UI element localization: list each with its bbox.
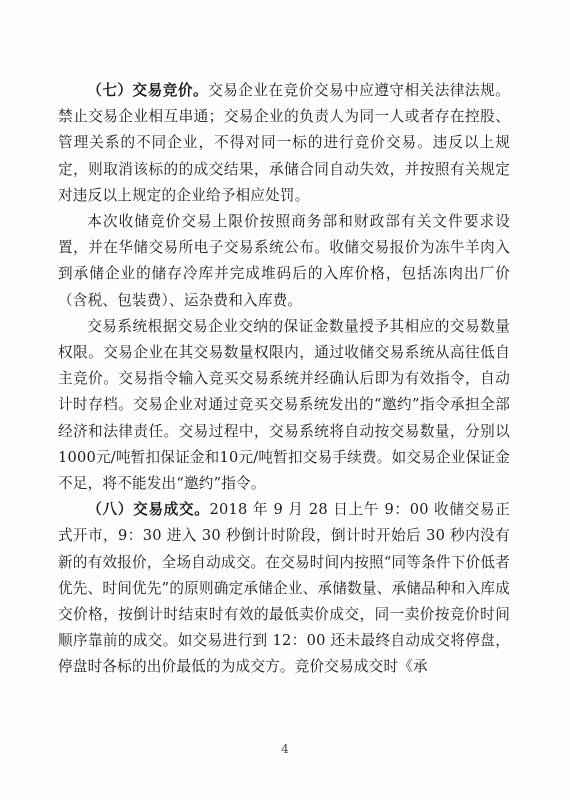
paragraph-bidding [58,78,510,209]
paragraph-text: 交易企业在竞价交易中应遵守相关法律法规。禁止交易企业相互串通；交易企业的负责人为同一人或者存在控股、管理关系的不同企业，不得对同一标的进行竞价交易。违反以上规定，则取消该标的的成交结果，承储合同自动失效，并按照有关规定对违反以上规定的企业给予相应处罚。 [58,82,510,204]
section-heading-transaction: （八）交易成交。 [87,501,210,519]
document-body [58,78,510,681]
paragraph-text: 2018 年 9 月 28 日上午 9：00 收储交易正式开市，9：30 进入 30 秒倒计时阶段，倒计时开始后 30 秒内没有新的有效报价，全场自动成交。在交易时间内按照“同等条件下价低者优先、时间优先”的原则确定承储企业、承储数量、承储品种和入库成交价格，按倒计时结束时有效的最低卖价成交，同一卖价按竞价时间顺序靠前的成交。如交易进行到 12：00 还未最终自动成交将停盘，停盘时各标的出价最低的为成交方。竞价交易成交时《承 [58,501,510,676]
paragraph-price-cap [58,209,510,314]
section-heading-bidding: （七）交易竞价。 [87,82,209,99]
paragraph-text: 本次收储竞价交易上限价按照商务部和财政部有关文件要求设置，并在华储交易所电子交易系统公布。收储交易报价为冻牛羊肉入到承储企业的储存冷库并完成堆码后的入库价格，包括冻肉出厂价（含税、包装费）、运杂费和入库费。 [58,213,510,309]
page-number: 4 [281,742,289,756]
paragraph-transaction [58,497,510,680]
paragraph-trading-system [58,314,510,497]
paragraph-text: 交易系统根据交易企业交纳的保证金数量授予其相应的交易数量权限。交易企业在其交易数量权限内，通过收储交易系统从高往低自主竞价。交易指令输入竞买交易系统并经确认后即为有效指令，自动计时存档。交易企业对通过竞买交易系统发出的“邀约”指令承担全部经济和法律责任。交易过程中，交易系统将自动按交易数量，分别以1000元/吨暂扣保证金和10元/吨暂扣交易手续费。如交易企业保证金不足，将不能发出“邀约”指令。 [58,317,510,493]
